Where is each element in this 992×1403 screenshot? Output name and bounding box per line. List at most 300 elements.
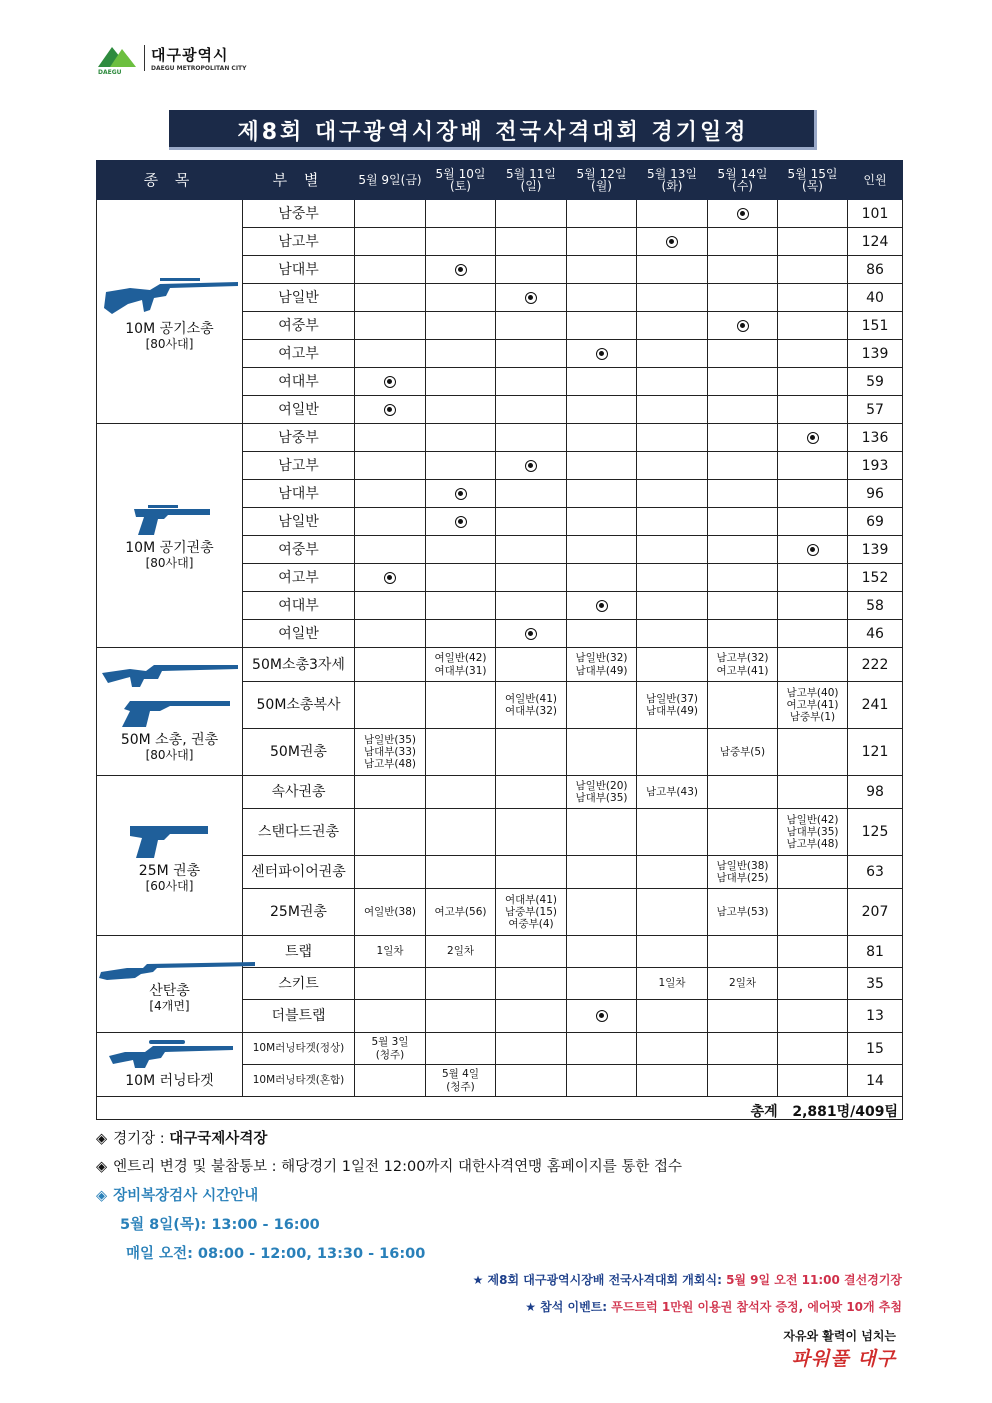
schedule-cell	[496, 312, 567, 340]
schedule-cell	[496, 480, 567, 508]
target-mark-icon	[455, 516, 467, 528]
schedule-mark-cell	[567, 340, 637, 368]
svg-text:DAEGU: DAEGU	[98, 69, 122, 75]
schedule-cell	[496, 776, 567, 809]
air-rifle-icon	[97, 274, 242, 318]
table-header-row	[97, 161, 903, 200]
schedule-cell	[426, 284, 496, 312]
schedule-cell	[567, 284, 637, 312]
schedule-cell	[778, 368, 848, 396]
schedule-cell	[637, 1065, 708, 1097]
target-mark-icon	[525, 460, 537, 472]
schedule-cell	[426, 1033, 496, 1065]
schedule-cell	[426, 620, 496, 648]
schedule-cell	[426, 564, 496, 592]
schedule-cell: 남일반(35) 남대부(33) 남고부(48)	[355, 729, 426, 776]
schedule-cell	[426, 592, 496, 620]
schedule-cell	[496, 856, 567, 889]
division-cell: 여일반	[243, 396, 355, 424]
schedule-cell	[355, 968, 426, 1000]
schedule-mark-cell	[355, 368, 426, 396]
schedule-cell	[778, 1000, 848, 1033]
target-mark-icon	[807, 432, 819, 444]
schedule-cell	[637, 312, 708, 340]
event-lanes: [80사대]	[145, 336, 194, 351]
schedule-cell	[426, 1000, 496, 1033]
header-day: 5월 14일(수)	[708, 161, 778, 200]
schedule-cell	[637, 200, 708, 228]
schedule-cell	[708, 1033, 778, 1065]
schedule-cell: 남일반(20) 남대부(35)	[567, 776, 637, 809]
schedule-cell	[355, 620, 426, 648]
schedule-cell	[637, 1033, 708, 1065]
table-row	[97, 776, 903, 809]
schedule-cell	[355, 776, 426, 809]
schedule-cell: 남고부(53)	[708, 889, 778, 936]
schedule-cell	[708, 480, 778, 508]
schedule-cell	[637, 936, 708, 968]
logo-english: DAEGU METROPOLITAN CITY	[151, 65, 247, 72]
schedule-cell	[496, 508, 567, 536]
event-name: 25M 권총	[138, 862, 201, 879]
header-division: 부 별	[243, 161, 355, 200]
event-lanes: [80사대]	[145, 555, 194, 570]
schedule-cell	[637, 256, 708, 284]
target-mark-icon	[596, 600, 608, 612]
schedule-cell	[567, 564, 637, 592]
schedule-cell	[355, 228, 426, 256]
schedule-cell	[355, 682, 426, 729]
schedule-mark-cell	[567, 592, 637, 620]
event-lanes: [4개면]	[149, 999, 190, 1013]
target-mark-icon	[596, 348, 608, 360]
event-name: 10M 공기소총	[125, 320, 214, 337]
schedule-cell	[778, 200, 848, 228]
inspection-title: ◈ 장비복장검사 시간안내	[96, 1188, 259, 1204]
schedule-cell	[355, 424, 426, 452]
count-cell: 98	[848, 776, 903, 809]
total-value: 2,881명/409팀	[792, 1104, 898, 1120]
division-cell: 남고부	[243, 228, 355, 256]
schedule-cell	[567, 729, 637, 776]
schedule-cell: 남일반(38) 남대부(25)	[708, 856, 778, 889]
schedule-cell: 남고부(32) 여고부(41)	[708, 648, 778, 682]
target-mark-icon	[807, 544, 819, 556]
event-lanes: [60사대]	[145, 878, 194, 893]
schedule-cell: 남중부(5)	[708, 729, 778, 776]
schedule-cell: 1일차	[355, 936, 426, 968]
schedule-cell	[567, 452, 637, 480]
running-target-rifle-icon	[97, 1040, 242, 1070]
target-mark-icon	[384, 404, 396, 416]
schedule-cell	[355, 340, 426, 368]
schedule-cell: 남일반(37) 남대부(49)	[637, 682, 708, 729]
schedule-cell	[426, 368, 496, 396]
total-row	[97, 1097, 903, 1120]
schedule-cell	[567, 508, 637, 536]
count-cell: 193	[848, 452, 903, 480]
header-day: 5월 15일(목)	[778, 161, 848, 200]
schedule-cell	[426, 312, 496, 340]
schedule-cell: 2일차	[708, 968, 778, 1000]
schedule-cell	[778, 480, 848, 508]
schedule-cell	[426, 228, 496, 256]
schedule-cell	[708, 620, 778, 648]
table-row	[97, 1033, 903, 1065]
schedule-cell	[426, 776, 496, 809]
air-pistol-icon	[97, 503, 242, 537]
schedule-cell: 5월 4일 (청주)	[426, 1065, 496, 1097]
table-row	[97, 648, 903, 682]
event-note: ★ 참석 이벤트: 푸드트럭 1만원 이용권 참석자 증정, 에어팟 10개 추첨	[525, 1300, 902, 1314]
schedule-cell	[496, 968, 567, 1000]
event-cell	[97, 776, 243, 936]
schedule-cell	[708, 1065, 778, 1097]
schedule-cell	[496, 936, 567, 968]
schedule-cell	[708, 682, 778, 729]
schedule-cell	[637, 729, 708, 776]
schedule-cell	[778, 620, 848, 648]
target-mark-icon	[525, 292, 537, 304]
schedule-cell	[355, 284, 426, 312]
schedule-cell	[567, 682, 637, 729]
schedule-cell	[778, 256, 848, 284]
event-cell	[97, 424, 243, 648]
schedule-cell	[496, 424, 567, 452]
schedule-cell	[637, 564, 708, 592]
header-event: 종 목	[97, 161, 243, 200]
schedule-cell: 남일반(42) 남대부(35) 남고부(48)	[778, 809, 848, 856]
count-cell: 151	[848, 312, 903, 340]
daegu-mountain-icon	[96, 41, 138, 75]
target-mark-icon	[525, 628, 537, 640]
count-cell: 139	[848, 340, 903, 368]
schedule-mark-cell	[355, 564, 426, 592]
target-mark-icon	[737, 320, 749, 332]
header-day: 5월 10일(토)	[426, 161, 496, 200]
schedule-cell	[567, 368, 637, 396]
count-cell: 86	[848, 256, 903, 284]
event-name: 10M 러닝타겟	[125, 1072, 214, 1089]
count-cell: 152	[848, 564, 903, 592]
schedule-cell	[496, 1033, 567, 1065]
schedule-cell	[355, 480, 426, 508]
schedule-cell: 1일차	[637, 968, 708, 1000]
division-cell: 여일반	[243, 620, 355, 648]
division-cell: 여중부	[243, 312, 355, 340]
count-cell: 14	[848, 1065, 903, 1097]
division-cell: 남고부	[243, 452, 355, 480]
event-cell	[97, 1033, 243, 1097]
schedule-cell	[496, 809, 567, 856]
division-cell: 10M러닝타겟(정상)	[243, 1033, 355, 1065]
schedule-cell	[778, 1033, 848, 1065]
slogan-line-1: 자유와 활력이 넘치는	[783, 1329, 896, 1343]
schedule-mark-cell	[778, 536, 848, 564]
schedule-cell	[708, 256, 778, 284]
inspection-line-1: 5월 8일(목): 13:00 - 16:00	[120, 1217, 320, 1233]
target-mark-icon	[737, 208, 749, 220]
schedule-cell	[778, 564, 848, 592]
schedule-cell	[778, 968, 848, 1000]
count-cell: 58	[848, 592, 903, 620]
schedule-cell	[496, 396, 567, 424]
schedule-cell	[637, 889, 708, 936]
schedule-cell	[567, 968, 637, 1000]
division-cell: 남중부	[243, 200, 355, 228]
schedule-cell	[426, 340, 496, 368]
schedule-cell	[355, 312, 426, 340]
count-cell: 96	[848, 480, 903, 508]
slogan-line-2: 파워풀 대구	[791, 1348, 896, 1370]
schedule-cell	[567, 396, 637, 424]
schedule-cell	[567, 312, 637, 340]
schedule-cell	[496, 1000, 567, 1033]
schedule-cell	[778, 936, 848, 968]
division-cell: 남중부	[243, 424, 355, 452]
schedule-cell	[708, 536, 778, 564]
division-cell: 스키트	[243, 968, 355, 1000]
schedule-cell	[567, 1065, 637, 1097]
schedule-mark-cell	[708, 200, 778, 228]
city-logo	[96, 40, 247, 76]
header-day: 5월 12일(월)	[567, 161, 637, 200]
schedule-cell	[426, 200, 496, 228]
schedule-cell: 2일차	[426, 936, 496, 968]
schedule-cell	[567, 809, 637, 856]
schedule-cell	[708, 776, 778, 809]
schedule-cell	[567, 889, 637, 936]
schedule-cell	[708, 284, 778, 312]
event-name: 산탄총	[149, 983, 190, 999]
header-count: 인원	[848, 161, 903, 200]
schedule-cell	[426, 396, 496, 424]
schedule-cell	[778, 452, 848, 480]
schedule-cell	[778, 284, 848, 312]
logo-korean: 대구광역시	[151, 46, 229, 64]
division-cell: 50M소총3자세	[243, 648, 355, 682]
sport-pistol-icon	[97, 820, 242, 860]
target-mark-icon	[384, 572, 396, 584]
schedule-cell: 여고부(56)	[426, 889, 496, 936]
diamond-icon: ◈	[96, 1159, 108, 1175]
schedule-cell	[637, 368, 708, 396]
schedule-cell	[355, 508, 426, 536]
event-cell	[97, 648, 243, 776]
schedule-cell: 여일반(38)	[355, 889, 426, 936]
division-cell: 여대부	[243, 592, 355, 620]
division-cell: 남일반	[243, 508, 355, 536]
schedule-cell	[355, 452, 426, 480]
count-cell: 81	[848, 936, 903, 968]
count-cell: 139	[848, 536, 903, 564]
schedule-cell	[426, 682, 496, 729]
schedule-cell	[637, 340, 708, 368]
schedule-cell	[426, 856, 496, 889]
schedule-cell	[355, 1000, 426, 1033]
schedule-cell	[355, 1065, 426, 1097]
table-row	[97, 200, 903, 228]
diamond-icon: ◈	[96, 1131, 108, 1147]
division-cell: 남일반	[243, 284, 355, 312]
schedule-cell	[426, 424, 496, 452]
schedule-cell	[778, 592, 848, 620]
entry-note: ◈ 엔트리 변경 및 불참통보 : 해당경기 1일전 12:00까지 대한사격연맹 홈페이지를 통한 접수	[96, 1159, 682, 1175]
count-cell: 125	[848, 809, 903, 856]
schedule-cell	[496, 648, 567, 682]
page-title: 제8회 대구광역시장배 전국사격대회 경기일정	[169, 110, 817, 150]
table-row	[97, 424, 903, 452]
schedule-cell	[708, 1000, 778, 1033]
schedule-cell	[567, 200, 637, 228]
division-cell: 10M러닝타겟(혼합)	[243, 1065, 355, 1097]
schedule-cell	[778, 729, 848, 776]
schedule-cell	[496, 1065, 567, 1097]
table-row	[97, 936, 903, 968]
schedule-cell: 여일반(41) 여대부(32)	[496, 682, 567, 729]
schedule-cell	[567, 424, 637, 452]
division-cell: 더블트랩	[243, 1000, 355, 1033]
schedule-cell: 남일반(32) 남대부(49)	[567, 648, 637, 682]
schedule-cell	[778, 340, 848, 368]
schedule-table	[96, 160, 903, 1120]
count-cell: 136	[848, 424, 903, 452]
count-cell: 15	[848, 1033, 903, 1065]
header-day: 5월 13일(화)	[637, 161, 708, 200]
schedule-cell	[355, 809, 426, 856]
division-cell: 트랩	[243, 936, 355, 968]
target-mark-icon	[455, 264, 467, 276]
schedule-cell	[637, 480, 708, 508]
count-cell: 207	[848, 889, 903, 936]
schedule-cell	[496, 729, 567, 776]
schedule-cell	[708, 228, 778, 256]
division-cell: 25M권총	[243, 889, 355, 936]
event-lanes: [80사대]	[145, 747, 194, 762]
schedule-mark-cell	[426, 508, 496, 536]
division-cell: 여고부	[243, 340, 355, 368]
count-cell: 46	[848, 620, 903, 648]
schedule-cell	[496, 256, 567, 284]
schedule-mark-cell	[496, 452, 567, 480]
schedule-cell	[496, 228, 567, 256]
schedule-cell	[496, 200, 567, 228]
schedule-cell: 여대부(41) 남중부(15) 여중부(4)	[496, 889, 567, 936]
schedule-cell	[426, 452, 496, 480]
schedule-mark-cell	[567, 1000, 637, 1033]
header-day: 5월 9일(금)	[355, 161, 426, 200]
target-mark-icon	[384, 376, 396, 388]
schedule-cell	[778, 228, 848, 256]
schedule-mark-cell	[496, 284, 567, 312]
schedule-cell	[778, 856, 848, 889]
division-cell: 속사권총	[243, 776, 355, 809]
event-name: 10M 공기권총	[125, 539, 214, 556]
schedule-cell	[637, 396, 708, 424]
schedule-cell	[426, 968, 496, 1000]
schedule-cell	[637, 536, 708, 564]
schedule-cell	[567, 536, 637, 564]
count-cell: 35	[848, 968, 903, 1000]
schedule-cell	[637, 648, 708, 682]
count-cell: 13	[848, 1000, 903, 1033]
target-mark-icon	[596, 1010, 608, 1022]
schedule-cell	[496, 368, 567, 396]
division-cell: 여대부	[243, 368, 355, 396]
schedule-cell: 남고부(43)	[637, 776, 708, 809]
count-cell: 121	[848, 729, 903, 776]
count-cell: 59	[848, 368, 903, 396]
count-cell: 222	[848, 648, 903, 682]
schedule-cell	[567, 228, 637, 256]
schedule-cell	[708, 340, 778, 368]
schedule-cell	[426, 536, 496, 564]
shotgun-icon	[97, 956, 242, 980]
division-cell: 남대부	[243, 480, 355, 508]
target-mark-icon	[666, 236, 678, 248]
count-cell: 101	[848, 200, 903, 228]
schedule-mark-cell	[426, 480, 496, 508]
schedule-mark-cell	[637, 228, 708, 256]
count-cell: 241	[848, 682, 903, 729]
schedule-cell	[567, 936, 637, 968]
count-cell: 40	[848, 284, 903, 312]
schedule-mark-cell	[496, 620, 567, 648]
schedule-cell	[637, 620, 708, 648]
schedule-cell	[355, 856, 426, 889]
division-cell: 여고부	[243, 564, 355, 592]
schedule-cell	[567, 856, 637, 889]
schedule-cell	[778, 312, 848, 340]
schedule-cell	[355, 256, 426, 284]
schedule-cell	[708, 508, 778, 536]
schedule-cell	[708, 452, 778, 480]
total-label: 총계	[750, 1104, 778, 1120]
schedule-cell	[567, 480, 637, 508]
schedule-cell	[426, 809, 496, 856]
schedule-mark-cell	[355, 396, 426, 424]
schedule-cell	[708, 368, 778, 396]
header-day: 5월 11일(일)	[496, 161, 567, 200]
division-cell: 여중부	[243, 536, 355, 564]
schedule-cell	[496, 564, 567, 592]
schedule-mark-cell	[426, 256, 496, 284]
count-cell: 69	[848, 508, 903, 536]
division-cell: 스탠다드권총	[243, 809, 355, 856]
schedule-cell	[637, 1000, 708, 1033]
target-mark-icon	[455, 488, 467, 500]
schedule-cell	[778, 508, 848, 536]
schedule-cell	[778, 648, 848, 682]
schedule-cell	[496, 536, 567, 564]
rifle-pistol-icon	[97, 663, 242, 729]
schedule-cell	[637, 592, 708, 620]
schedule-mark-cell	[778, 424, 848, 452]
schedule-cell	[708, 592, 778, 620]
division-cell: 50M권총	[243, 729, 355, 776]
division-cell: 센터파이어권총	[243, 856, 355, 889]
schedule-cell	[355, 648, 426, 682]
count-cell: 124	[848, 228, 903, 256]
count-cell: 57	[848, 396, 903, 424]
schedule-cell	[708, 564, 778, 592]
event-cell	[97, 936, 243, 1033]
schedule-cell	[567, 620, 637, 648]
schedule-cell	[708, 396, 778, 424]
schedule-cell: 여일반(42) 여대부(31)	[426, 648, 496, 682]
schedule-cell	[637, 284, 708, 312]
schedule-cell	[778, 889, 848, 936]
